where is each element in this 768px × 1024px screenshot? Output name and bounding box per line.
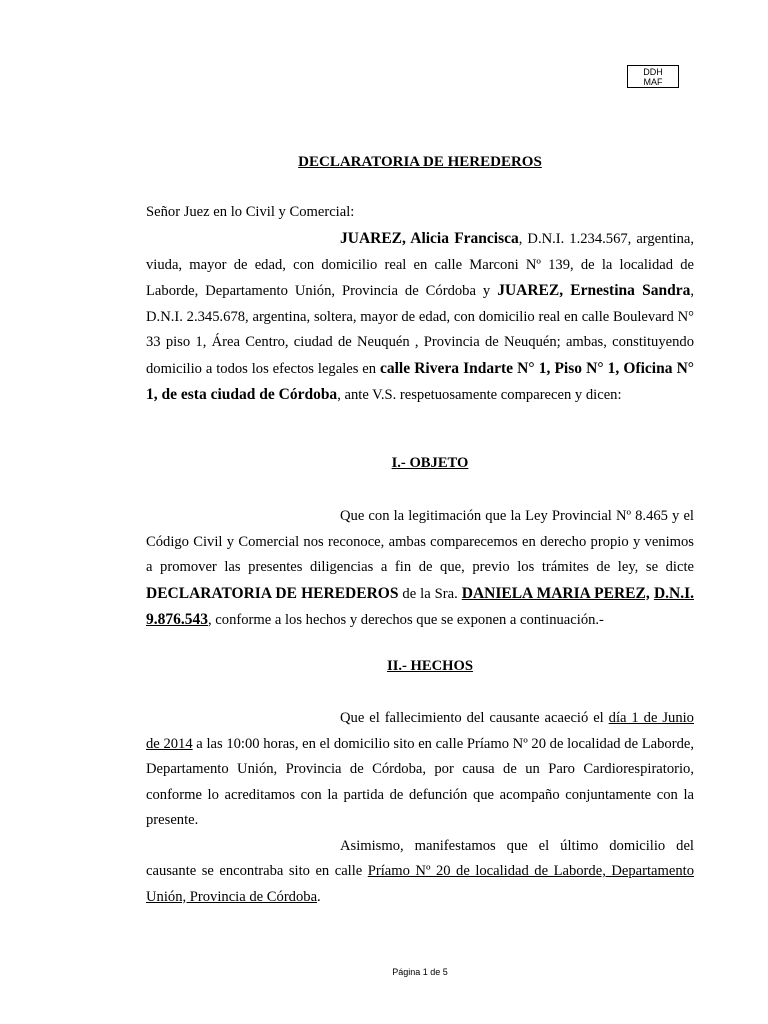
intro-block (146, 226, 694, 409)
initials-line-1: DDH (643, 67, 663, 77)
hechos-text-3: Asimismo, manifestamos que el último domicilio del causante se encontraba sito en calle (146, 837, 694, 879)
intro-paragraph (146, 226, 694, 409)
intro-text-2: , D.N.I. 2.345.678, argentina, soltera, mayor de edad, con domicilio real en calle Boulevard N° 33 piso 1, Área Centro, ciudad de Neuquén , Provincia de Neuquén; ambas, constituyendo domicilio a todos los efectos legales en (146, 283, 694, 377)
claimant-2-name: JUAREZ, Ernestina Sandra (497, 282, 691, 299)
objeto-text-2: de la Sra. (398, 585, 462, 602)
death-date: día 1 de Junio de 2014 (146, 710, 694, 752)
section-hechos-block (146, 706, 694, 910)
salutation-block (146, 200, 694, 226)
initials-box (627, 65, 679, 88)
deceased-dni: D.N.I. 9.876.543 (146, 584, 694, 628)
section-objeto-block (146, 504, 694, 634)
declaratoria-phrase: DECLARATORIA DE HEREDEROS (146, 584, 399, 602)
last-domicile: Príamo Nº 20 de localidad de Laborde, Departamento Unión, Provincia de Córdoba (146, 863, 694, 905)
section-objeto-heading: I.- OBJETO (391, 455, 469, 471)
hechos-text-1: Que el fallecimiento del causante acaeció el (340, 710, 609, 726)
section-hechos-heading-block (146, 658, 694, 675)
hechos-paragraph-1 (146, 706, 694, 834)
document-title: DECLARATORIA DE HEREDEROS (298, 154, 542, 170)
section-objeto-heading-block (146, 455, 694, 472)
salutation: Señor Juez en lo Civil y Comercial: (146, 204, 355, 220)
legal-address: calle Rivera Indarte N° 1, Piso N° 1, Oficina N° 1, de esta ciudad de Córdoba (146, 359, 694, 403)
initials-line-2: MAF (643, 77, 663, 87)
hechos-text-4: . (317, 888, 321, 905)
page-number: Página 1 de 5 (392, 967, 448, 977)
section-hechos-heading: II.- HECHOS (387, 658, 473, 674)
objeto-paragraph (146, 504, 694, 634)
hechos-text-2: a las 10:00 horas, en el domicilio sito en calle Príamo Nº 20 de localidad de Laborde, Departamento Unión, Provincia de Córdoba, por causa de un Paro Cardiorespiratorio, conforme lo acreditamos con la partida de defunción que acompaño conjuntamente con la presente. (146, 735, 694, 828)
deceased-name: DANIELA MARIA PEREZ, (461, 584, 650, 602)
hechos-paragraph-2 (146, 834, 694, 911)
claimant-1-name: JUAREZ, Alicia Francisca (340, 230, 519, 247)
objeto-text-1: Que con la legitimación que la Ley Provincial Nº 8.465 y el Código Civil y Comercial nos reconoce, ambas comparecemos en derecho propio y venimos a promover las presentes diligencias a fin de que, previo los trámites de ley, se dicte (146, 508, 694, 575)
objeto-text-3: , conforme a los hechos y derechos que se exponen a continuación.- (208, 612, 604, 628)
intro-text-3: , ante V.S. respetuosamente comparecen y dicen: (337, 387, 622, 403)
intro-text-1: , D.N.I. 1.234.567, argentina, viuda, mayor de edad, con domicilio real en calle Marconi Nº 139, de la localidad de Laborde, Departamento Unión, Provincia de Córdoba y (146, 231, 694, 299)
